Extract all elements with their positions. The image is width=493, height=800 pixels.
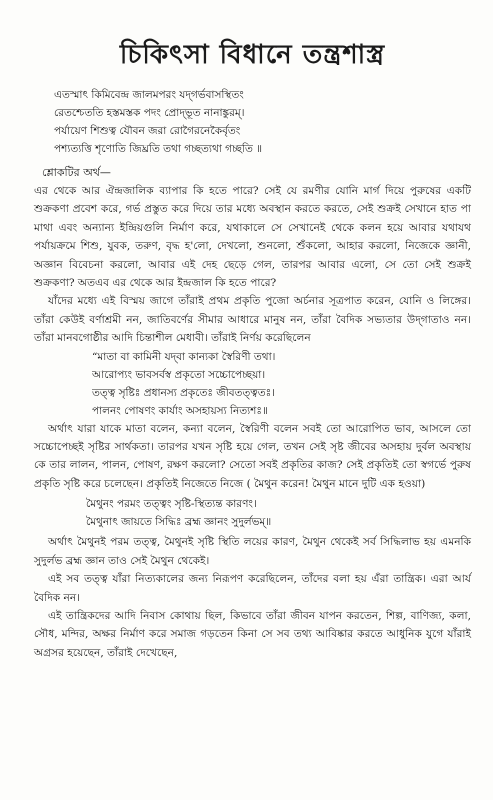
- opening-verse-line: এতস্মাৎ কিমিবেন্দ্র জালমপরং যদ্‌গর্ভবাসস্থিতং: [54, 89, 244, 101]
- middle-verse: [34, 348, 471, 420]
- paragraph-2: যাঁদের মধ্যে এই বিস্ময় জাগে তাঁরাই প্রথম প্রকৃতি পুজো অর্চনার সূত্রপাত করেন, যোনি ও লিঙ্গের। তাঁরা কেউই বর্ণাশ্রমী নন, জাতিবর্ণের সীমার আধারে মানুষ নন, তাঁরা বৈদিক সভ্যতার উদ্‌গাতাও নন। তাঁরা মানবগোষ্ঠীর আদি চিন্তাশীল মেধাবী। তাঁরাই নির্ণয় করেছিলেন: [34, 295, 471, 345]
- closing-verse: [34, 495, 471, 531]
- middle-verse-line: তত্ত্ব সৃষ্টিঃ প্রধানস্য প্রকৃতেঃ জীবতত্ত্বতঃ।: [92, 386, 276, 399]
- paragraph-4: অর্থাৎ মৈথুনই পরম তত্ত্ব, মৈথুনই সৃষ্টি স্থিতি লয়ের কারণ, মৈথুন থেকেই সর্ব সিদ্ধিলাভ হয় এমনকি সুদুর্লভ ব্রহ্ম জ্ঞান তাও সেই মৈথুন থেকেই।: [34, 536, 471, 567]
- paragraph-5: এই সব তত্ত্ব যাঁরা নিত্যকালের জন্য নিরূপণ করেছিলেন, তাঁদের বলা হয় এঁরা তান্ত্রিক। এরা আর্য বৈদিক নন।: [34, 573, 471, 604]
- opening-verse-line: পশ্যত্যত্তি শৃণোতি জিঘ্রতি তথা গচ্ছত্যথা গচ্ছতি ॥: [54, 143, 263, 155]
- page-title: চিকিৎসা বিধানে তন্ত্রশাস্ত্র: [119, 40, 386, 70]
- paragraph-6: এই তান্ত্রিকদের আদি নিবাস কোথায় ছিল, কিভাবে তাঁরা জীবন যাপন করতেন, শিল্প, বাণিজ্য, কলা, সৌধ, মন্দির, অক্ষর নির্মাণ করে সমাজ গড়তেন কিনা সে সব তথ্য আবিষ্কার করতে আধুনিক যুগে যাঁরাই অগ্রসর হয়েছেন, তাঁরাই দেখেছেন,: [34, 609, 471, 659]
- opening-verse-line: রেতশ্চেততি হস্তমস্তক পদং প্রোদ্‌ভূত নানাঙ্কুরম্‌।: [54, 107, 245, 119]
- middle-verse-line: “মাতা বা কামিনী যদ্‌বা কান্যকা স্বৈরিণী তথা।: [92, 350, 276, 363]
- paragraph-3: অর্থাৎ যারা যাকে মাতা বলেন, কন্যা বলেন, স্বৈরিণী বলেন সবই তো আরোপিত ভাব, আসলে তো সচ্চোপেচ্ছই সৃষ্টির সার্থকতা। তারপর যখন সৃষ্টি হয়ে গেল, তখন সেই সৃষ্ট জীবের অসহায় দুর্বল অবস্থায় কে তার লালন, পালন, পোষণ, রক্ষণ করলো? সেতো সবই প্রকৃতির কাজ? সেই প্রকৃতিই তো স্বগর্ভে পুরুষ প্রকৃতি সৃষ্টি করে চলেছেন। প্রকৃতিই নিজেতে নিজে ( মৈথুন করেন! মৈথুন মানে দুটি এক হওয়া): [34, 422, 472, 490]
- closing-verse-line: মৈথুনং পরমং তত্ত্বং সৃষ্টি-স্থিত্যন্ত কারণং।: [86, 498, 257, 511]
- middle-verse-line: আরোপ্যং ভাবসর্বস্ব প্রকৃতো সচ্চোপেচ্ছয়া।: [92, 368, 266, 381]
- closing-verse-line: মৈথুনাৎ জায়তে সিদ্ধিঃ ব্রহ্ম জ্ঞানং সুদুর্লভম্‌॥: [86, 516, 272, 529]
- paragraph-1: এর থেকে আর ঐন্দ্রজালিক ব্যাপার কি হতে পারে? সেই যে রমণীর যোনি মার্গ দিয়ে পুরুষের একটি শুক্রকণা প্রবেশ করে, গর্ভ প্রস্তুত করে দিয়ে তার মধ্যে অবস্থান করতে করতে, সেই শুক্রই সেখানে হাত পা মাথা এবং অন্যান্য ইন্দ্রিয়গুলি নির্মাণ করে, যথাকালে সে সেখানেই থেকে কলন হয়ে আবার যথাযথ পর্যায়ক্রমে শিশু, যুবক, তরুণ, বৃদ্ধ হ'লো, দেখলো, শুনলো, শুঁকলো, আহার করলো, নিজেকে জ্ঞানী, অজ্ঞান বিবেচনা করলো, আবার এই দেহ ছেড়ে গেল, তারপর আবার এলো, সে তো সেই শুক্রই শুক্রকণা? অতএব এর থেকে আর ইন্দ্রজাল কি হতে পারে?: [34, 185, 471, 290]
- opening-verse-line: পর্যায়েণ শিশুত্ব যৌবন জরা রোগৈরনেকৈর্বৃতং: [54, 125, 241, 137]
- meaning-label: শ্লোকটির অর্থ—: [42, 166, 111, 179]
- middle-verse-line: পালনং পোষণং কার্যাং অসহায়স্য নিত্যশঃ॥: [92, 404, 268, 417]
- opening-verse: [34, 86, 471, 158]
